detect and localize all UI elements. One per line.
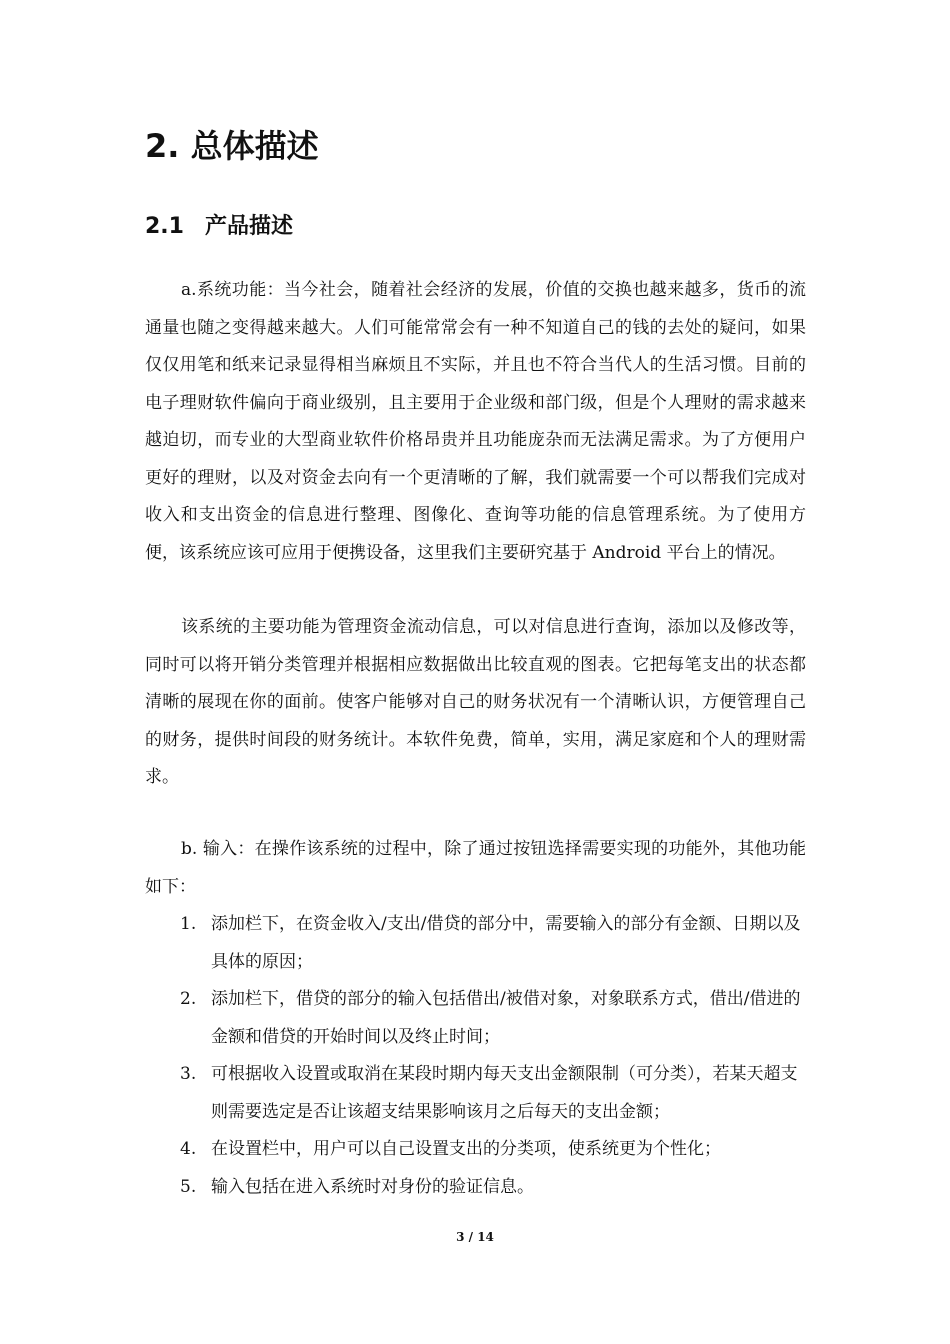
- list-item: [180, 1169, 806, 1207]
- list-item-number: 4.: [180, 1139, 197, 1159]
- list-item-text: 添加栏下，在资金收入/支出/借贷的部分中，需要输入的部分有金额、日期以及具体的原因；: [211, 914, 801, 972]
- list-item-number: 5.: [180, 1176, 197, 1197]
- paragraph-input: b. 输入：在操作该系统的过程中，除了通过按钮选择需要实现的功能外，其他功能如下：: [145, 839, 806, 897]
- list-item-number: 3.: [180, 1064, 197, 1084]
- list-item: [180, 1056, 806, 1131]
- total-page-count: 14: [477, 1230, 494, 1244]
- paragraph-system-function: a.系统功能：当今社会，随着社会经济的发展，价值的交换也越来越多，货币的流通量也随之变得越来越大。人们可能常常会有一种不知道自己的钱的去处的疑问，如果仅仅用笔和纸来记录显得相当麻烦且不实际，并且也不符合当代人的生活习惯。目前的电子理财软件偏向于商业级别，且主要用于企业级和部门级，但是个人理财的需求越来越迫切，而专业的大型商业软件价格昂贵并且功能庞杂而无法满足需求。为了方便用户更好的理财，以及对资金去向有一个更清晰的了解，我们就需要一个可以帮我们完成对收入和支出资金的信息进行整理、图像化、查询等功能的信息管理系统。为了使用方便，该系统应该可应用于便携设备，这里我们主要研究基于 Android 平台上的情况。: [145, 280, 806, 563]
- input-function-list: [180, 906, 806, 1206]
- page-number-footer: [0, 1230, 950, 1244]
- list-item-text: 可根据收入设置或取消在某段时期内每天支出金额限制（可分类），若某天超支则需要选定是否让该超支结果影响该月之后每天的支出金额；: [211, 1064, 798, 1122]
- list-item-text: 添加栏下，借贷的部分的输入包括借出/被借对象，对象联系方式，借出/借进的金额和借贷的开始时间以及终止时间；: [211, 989, 801, 1047]
- page-separator: /: [468, 1230, 474, 1244]
- list-item-number: 1.: [180, 914, 197, 934]
- section-heading: [145, 207, 293, 247]
- list-item: [180, 906, 806, 981]
- list-item: [180, 981, 806, 1056]
- chapter-heading: 2. 总体描述: [145, 127, 319, 165]
- section-number: 2.1: [145, 214, 184, 239]
- list-item-text: 在设置栏中，用户可以自己设置支出的分类项，使系统更为个性化；: [211, 1139, 721, 1159]
- list-item-number: 2.: [180, 989, 197, 1009]
- section-title: 产品描述: [205, 214, 294, 239]
- current-page-number: 3: [456, 1230, 465, 1244]
- list-item-text: 输入包括在进入系统时对身份的验证信息。: [211, 1176, 534, 1197]
- paragraph-main-function: 该系统的主要功能为管理资金流动信息，可以对信息进行查询，添加以及修改等，同时可以将开销分类管理并根据相应数据做出比较直观的图表。它把每笔支出的状态都清晰的展现在你的面前。使客户能够对自己的财务状况有一个清晰认识，方便管理自己的财务，提供时间段的财务统计。本软件免费，简单，实用，满足家庭和个人的理财需求。: [145, 617, 806, 787]
- list-item: [180, 1131, 806, 1169]
